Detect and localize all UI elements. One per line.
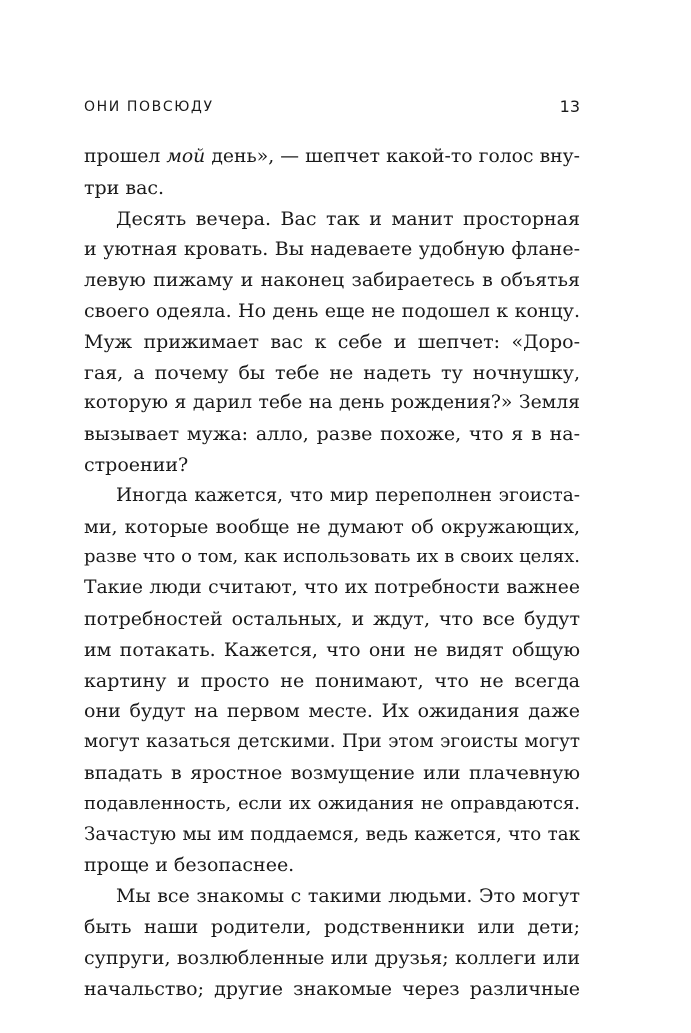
body-text <box>84 142 580 1004</box>
text-line: быть наши родители, родственники или дети; <box>84 915 580 938</box>
text-line: три вас. <box>84 176 165 199</box>
text-line: они будут на первом месте. Их ожидания даже <box>84 700 580 723</box>
text-line: вызывает мужа: алло, разве похоже, что я в на- <box>84 423 580 446</box>
text-line: начальство; другие знакомые через различные <box>84 977 580 1000</box>
text-line: и уютная кровать. Вы надеваете удобную флане- <box>84 238 580 261</box>
text-line: гая, а почему бы тебе не надеть ту ночнушку, <box>84 361 580 384</box>
page-number: 13 <box>559 97 580 116</box>
text-line: Мы все знакомы с такими людьми. Это могут <box>116 885 580 908</box>
text-line: своего одеяла. Но день еще не подошел к концу. <box>84 299 580 322</box>
text-line: потребностей остальных, и ждут, что все будут <box>84 607 580 630</box>
text-line: Иногда кажется, что мир переполнен эгоиста- <box>116 484 580 506</box>
text-line: разве что о том, как использовать их в своих целях. <box>84 546 580 568</box>
text-line: ми, которые вообще не думают об окружающих, <box>84 515 580 538</box>
text-line: супруги, возлюбленные или друзья; коллеги или <box>84 946 580 969</box>
text-line: Десять вечера. Вас так и манит просторная <box>116 207 580 230</box>
text-line: левую пижаму и наконец забираетесь в объятья <box>84 269 580 292</box>
text-line: могут казаться детскими. При этом эгоисты могут <box>84 731 580 753</box>
text-line: им потакать. Кажется, что они не видят общую <box>84 638 580 661</box>
text-line: Такие люди считают, что их потребности важнее <box>84 577 580 599</box>
text-line: подавленность, если их ожидания не оправдаются. <box>84 792 580 814</box>
text-line: строении? <box>84 453 189 476</box>
text-line: которую я дарил тебе на день рождения?» Земля <box>84 392 580 414</box>
running-head <box>84 97 580 121</box>
text-line: Зачастую мы им поддаемся, ведь кажется, что так <box>84 823 580 845</box>
text-line: впадать в яростное возмущение или плачевную <box>84 761 580 784</box>
text-line: картину и просто не понимают, что не всегда <box>84 669 580 692</box>
text-line: проще и безопаснее. <box>84 854 295 877</box>
text-line: прошел мой день», — шепчет какой-то голос вну- <box>84 146 580 167</box>
text-line: Муж прижимает вас к себе и шепчет: «Доро- <box>84 330 580 353</box>
running-title: ОНИ ПОВСЮДУ <box>84 99 214 115</box>
